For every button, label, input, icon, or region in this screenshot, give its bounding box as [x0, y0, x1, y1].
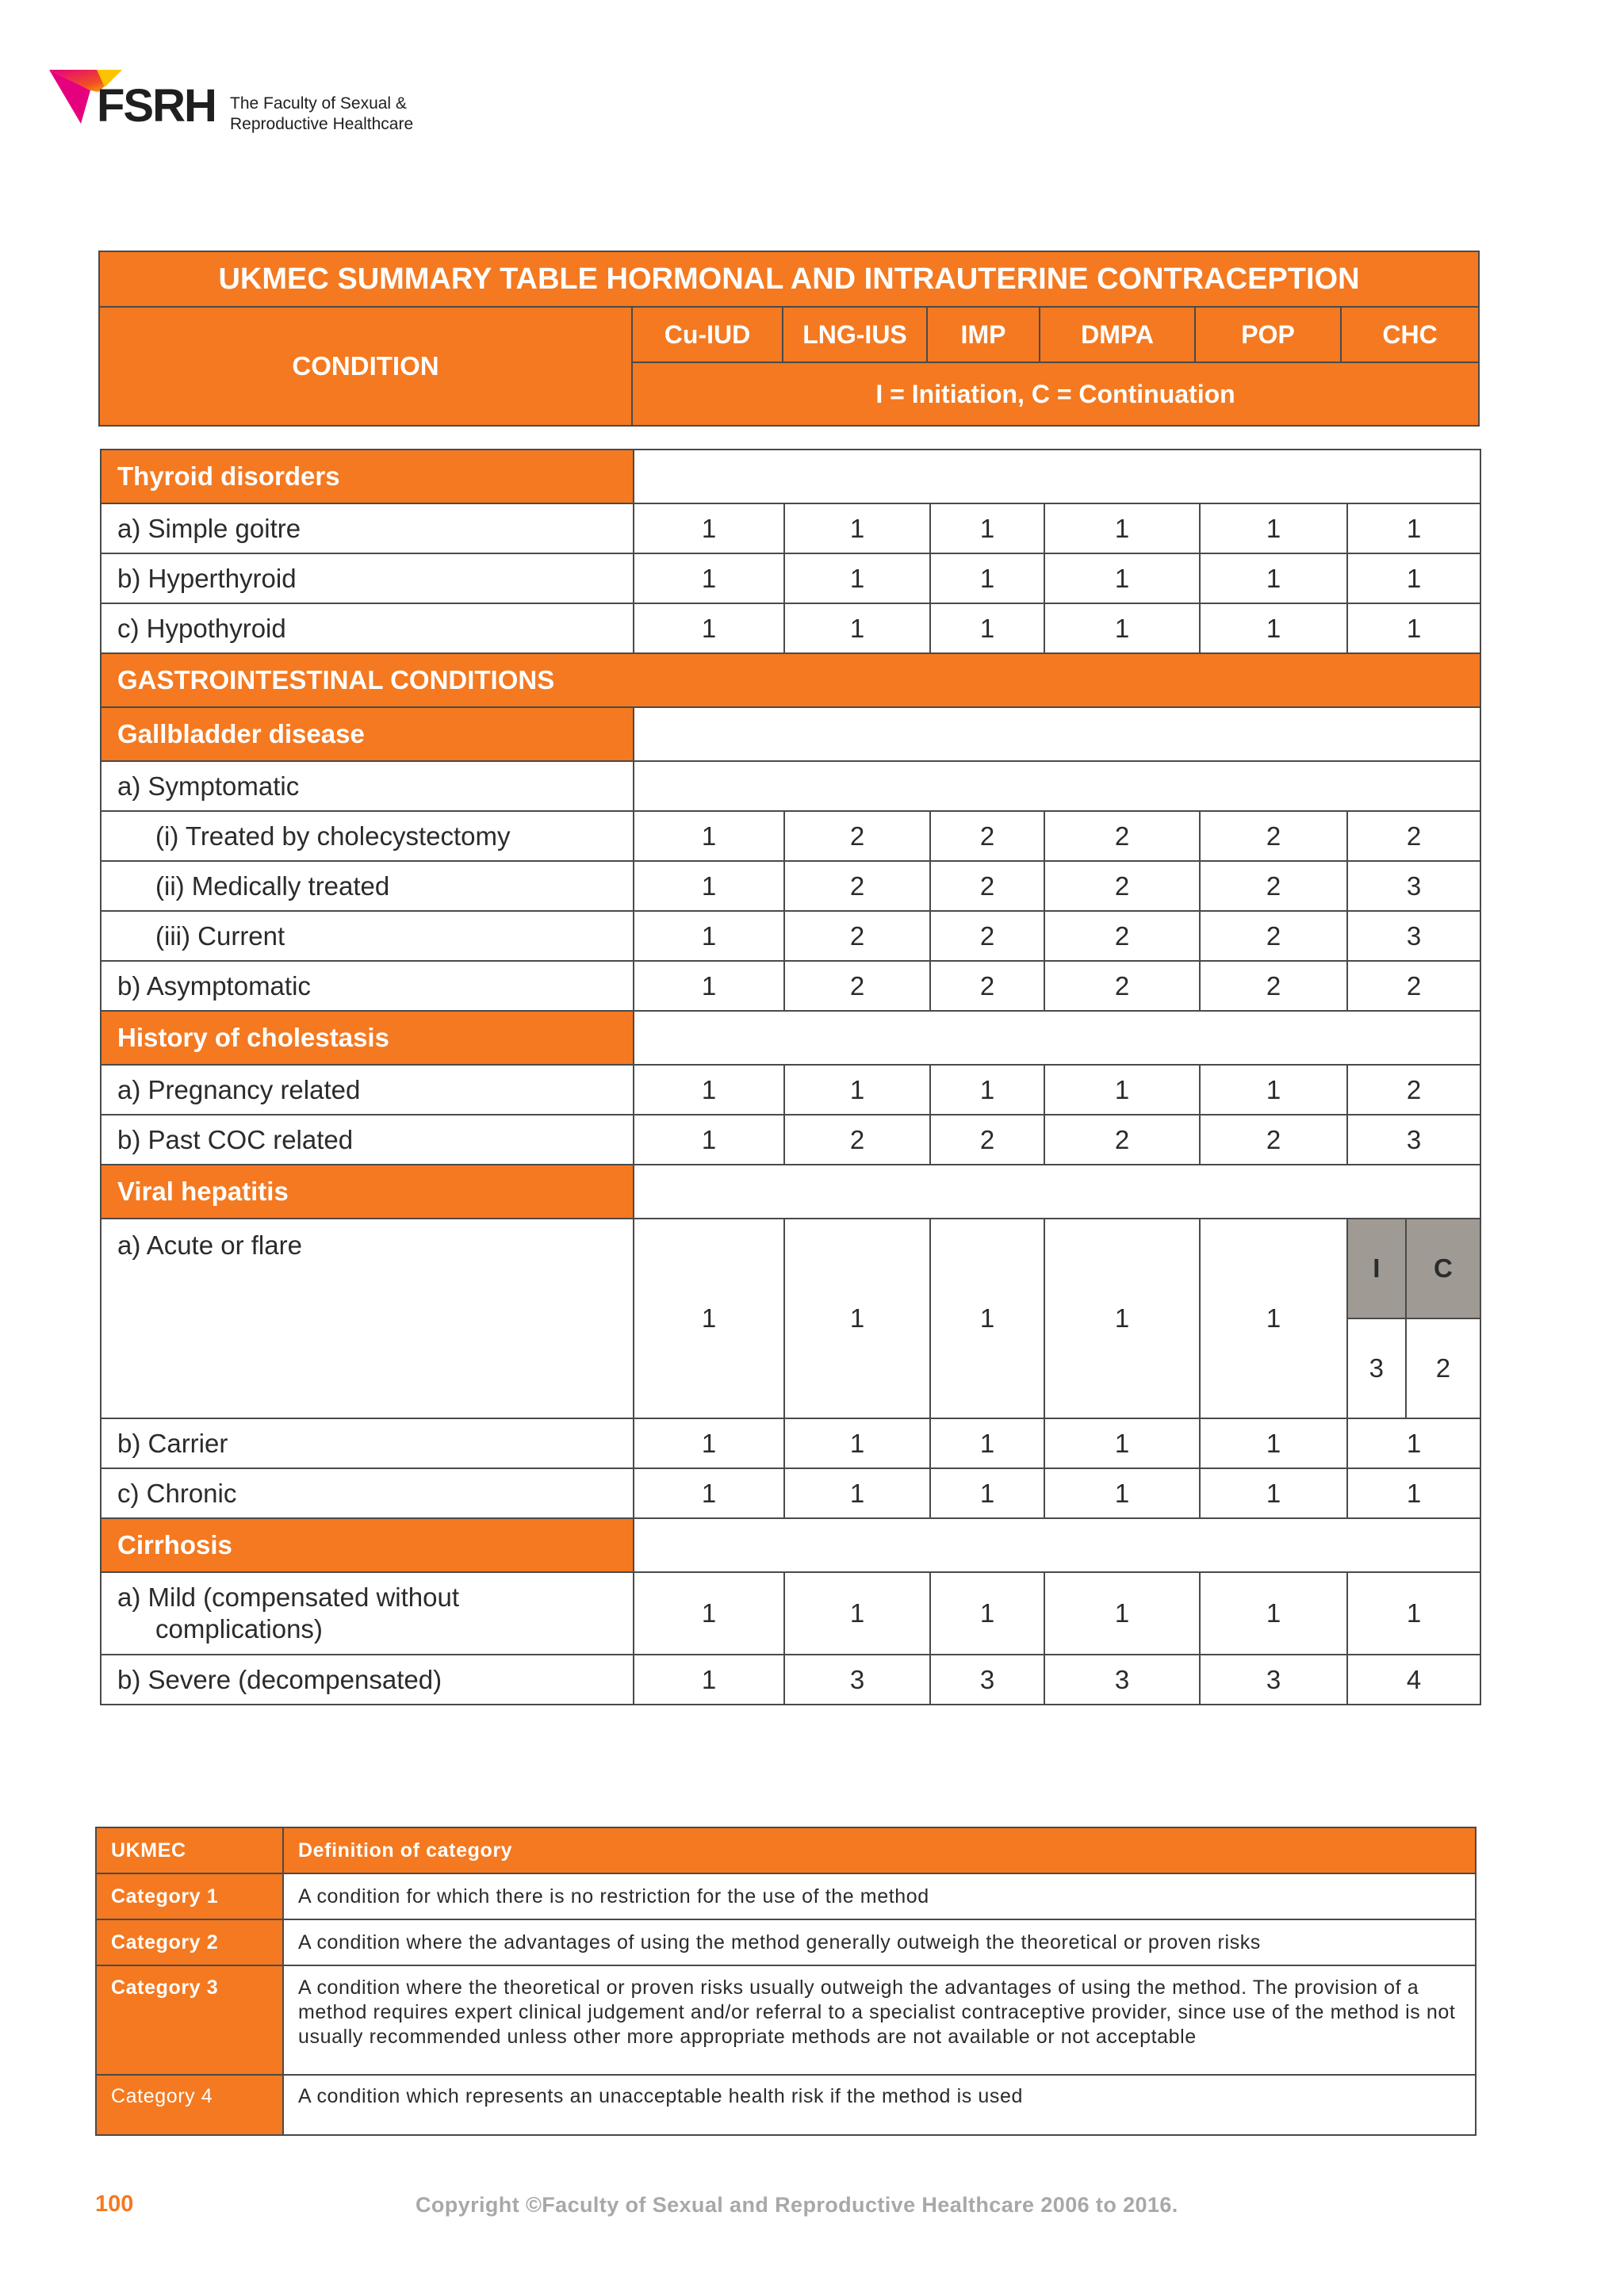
category-definition: A condition which represents an unacceptable health risk if the method is used [283, 2075, 1476, 2135]
cell-lng-ius: 2 [784, 811, 930, 861]
cell-imp: 2 [930, 811, 1044, 861]
cell-dmpa: 1 [1044, 1418, 1200, 1468]
table-row [101, 603, 1480, 653]
cell-cu-iud: 1 [634, 1468, 784, 1518]
cell-dmpa: 3 [1044, 1655, 1200, 1705]
cell-lng-ius: 1 [784, 553, 930, 603]
initiation-value: 3 [1348, 1318, 1406, 1418]
table-row [101, 1115, 1480, 1165]
row-label: b) Asymptomatic [101, 961, 634, 1011]
row-label: b) Carrier [101, 1418, 634, 1468]
cell-pop: 1 [1200, 603, 1347, 653]
cell-chc: 4 [1347, 1655, 1480, 1705]
cell-cu-iud: 1 [634, 553, 784, 603]
logo-line-2: Reproductive Healthcare [230, 115, 414, 133]
cell-pop: 1 [1200, 1219, 1347, 1418]
cell-pop: 3 [1200, 1655, 1347, 1705]
row-label: (iii) Current [101, 911, 634, 961]
cell-imp: 1 [930, 1468, 1044, 1518]
cell-chc: 1 [1347, 553, 1480, 603]
cell-lng-ius: 2 [784, 1115, 930, 1165]
continuation-value: 2 [1435, 1353, 1451, 1383]
cell-cu-iud: 1 [634, 1655, 784, 1705]
cell-dmpa: 2 [1044, 911, 1200, 961]
cell-chc: 2 [1347, 961, 1480, 1011]
table-row [96, 1873, 1476, 1919]
cell-lng-ius: 2 [784, 961, 930, 1011]
cell-lng-ius: 2 [784, 861, 930, 911]
section-row [101, 1165, 1480, 1219]
cell-cu-iud: 1 [634, 503, 784, 553]
table-row [101, 553, 1480, 603]
row-label: (i) Treated by cholecystectomy [101, 811, 634, 861]
category-definition: A condition where the advantages of using the method generally outweigh the theoretical or proven risks [283, 1919, 1476, 1965]
cell-pop: 1 [1200, 1572, 1347, 1655]
table-row [101, 861, 1480, 911]
cell-cu-iud: 1 [634, 911, 784, 961]
initiation-continuation-split [1348, 1219, 1480, 1418]
cell-imp: 1 [930, 1418, 1044, 1468]
cell-dmpa: 2 [1044, 961, 1200, 1011]
copyright-notice: Copyright ©Faculty of Sexual and Reproductive Healthcare 2006 to 2016. [416, 2193, 1178, 2217]
cell-imp: 1 [930, 503, 1044, 553]
cell-chc: 1 [1347, 503, 1480, 553]
conditions-table [100, 449, 1481, 1705]
cell-lng-ius: 1 [784, 603, 930, 653]
table-row [101, 1655, 1480, 1705]
cell-pop: 2 [1200, 1115, 1347, 1165]
logo-wordmark: FSRH [97, 80, 216, 132]
section-viral-hepatitis: Viral hepatitis [101, 1165, 634, 1219]
row-label: c) Chronic [101, 1468, 634, 1518]
cell-imp: 1 [930, 1065, 1044, 1115]
table-row [96, 1919, 1476, 1965]
section-row [101, 707, 1480, 761]
table-row [101, 1418, 1480, 1468]
defs-header-definition: Definition of category [283, 1827, 1476, 1873]
cell-imp: 1 [930, 603, 1044, 653]
logo-line-1: The Faculty of Sexual & [230, 94, 407, 113]
initiation-continuation-legend: I = Initiation, C = Continuation [632, 362, 1479, 426]
cell-dmpa: 2 [1044, 811, 1200, 861]
section-row [101, 1011, 1480, 1065]
cell-pop: 2 [1200, 911, 1347, 961]
cell-imp: 3 [930, 1655, 1044, 1705]
cell-lng-ius: 1 [784, 1572, 930, 1655]
row-label: b) Severe (decompensated) [101, 1655, 634, 1705]
fsrh-logo [49, 68, 462, 141]
section-cirrhosis: Cirrhosis [101, 1518, 634, 1572]
initiation-header: I [1348, 1219, 1406, 1318]
cell-lng-ius: 3 [784, 1655, 930, 1705]
cell-pop: 2 [1200, 861, 1347, 911]
category-label: Category 2 [96, 1919, 283, 1965]
row-label: a) Simple goitre [101, 503, 634, 553]
category-definition: A condition for which there is no restriction for the use of the method [283, 1873, 1476, 1919]
logo-subtitle [230, 94, 413, 135]
cell-dmpa: 1 [1044, 1065, 1200, 1115]
row-label-text: a) Mild (compensated without complications) [117, 1582, 460, 1644]
cell-cu-iud: 1 [634, 1065, 784, 1115]
table-row [101, 1572, 1480, 1655]
cell-chc-split [1347, 1219, 1480, 1418]
cell-imp: 1 [930, 553, 1044, 603]
table-row [101, 811, 1480, 861]
cell-chc: 1 [1347, 1572, 1480, 1655]
cell-lng-ius: 1 [784, 1418, 930, 1468]
table-row [101, 911, 1480, 961]
cell-lng-ius: 1 [784, 1065, 930, 1115]
cell-pop: 1 [1200, 503, 1347, 553]
cell-imp: 1 [930, 1572, 1044, 1655]
cell-chc: 3 [1347, 861, 1480, 911]
cell-imp: 1 [930, 1219, 1044, 1418]
cell-pop: 1 [1200, 553, 1347, 603]
section-gastrointestinal: GASTROINTESTINAL CONDITIONS [101, 653, 1480, 707]
table-row [101, 1065, 1480, 1115]
cell-pop: 1 [1200, 1468, 1347, 1518]
summary-header-table [98, 251, 1480, 427]
cell-chc: 1 [1347, 603, 1480, 653]
col-cu-iud: Cu-IUD [632, 307, 783, 362]
cell-chc: 3 [1347, 911, 1480, 961]
table-title: UKMEC SUMMARY TABLE HORMONAL AND INTRAUTERINE CONTRACEPTION [99, 251, 1479, 307]
cell-pop: 2 [1200, 811, 1347, 861]
cell-dmpa: 1 [1044, 503, 1200, 553]
cell-dmpa: 2 [1044, 861, 1200, 911]
cell-dmpa: 2 [1044, 1115, 1200, 1165]
col-dmpa: DMPA [1040, 307, 1195, 362]
table-row [96, 1965, 1476, 2075]
section-cholestasis: History of cholestasis [101, 1011, 634, 1065]
cell-chc: 1 [1347, 1418, 1480, 1468]
category-label: Category 1 [96, 1873, 283, 1919]
cell-cu-iud: 1 [634, 811, 784, 861]
cell-dmpa: 1 [1044, 553, 1200, 603]
category-label: Category 4 [96, 2075, 283, 2135]
cell-chc: 3 [1347, 1115, 1480, 1165]
cell-imp: 2 [930, 961, 1044, 1011]
row-label: c) Hypothyroid [101, 603, 634, 653]
cell-cu-iud: 1 [634, 603, 784, 653]
section-row [101, 450, 1480, 503]
category-definition: A condition where the theoretical or proven risks usually outweigh the advantages of using the method. The provision of a method requires expert clinical judgement and/or referral to a specialist contraceptive provider, since use of the method is not usually recommended unless other more appropriate methods are not available or not acceptable [283, 1965, 1476, 2075]
cell-cu-iud: 1 [634, 1219, 784, 1418]
continuation-header: C [1406, 1219, 1480, 1318]
row-label: a) Symptomatic [101, 761, 634, 811]
category-definitions-table [95, 1827, 1477, 2136]
category-label: Category 3 [96, 1965, 283, 2075]
table-row [101, 1468, 1480, 1518]
cell-chc: 1 [1347, 1468, 1480, 1518]
col-pop: POP [1195, 307, 1341, 362]
row-label: a) Pregnancy related [101, 1065, 634, 1115]
col-chc: CHC [1341, 307, 1479, 362]
table-row [101, 1219, 1480, 1418]
cell-imp: 2 [930, 1115, 1044, 1165]
table-row [96, 2075, 1476, 2135]
page-number: 100 [95, 2191, 134, 2217]
table-row [101, 503, 1480, 553]
cell-lng-ius: 1 [784, 1468, 930, 1518]
cell-cu-iud: 1 [634, 961, 784, 1011]
col-lng-ius: LNG-IUS [783, 307, 927, 362]
row-label: a) Acute or flare [101, 1219, 634, 1418]
condition-header: CONDITION [99, 307, 632, 426]
cell-cu-iud: 1 [634, 1418, 784, 1468]
section-gallbladder: Gallbladder disease [101, 707, 634, 761]
cell-dmpa: 1 [1044, 603, 1200, 653]
row-label: b) Past COC related [101, 1115, 634, 1165]
cell-lng-ius: 1 [784, 503, 930, 553]
table-row [96, 1827, 1476, 1873]
row-label: (ii) Medically treated [101, 861, 634, 911]
cell-imp: 2 [930, 911, 1044, 961]
cell-pop: 1 [1200, 1418, 1347, 1468]
cell-dmpa: 1 [1044, 1468, 1200, 1518]
cell-pop: 1 [1200, 1065, 1347, 1115]
cell-chc: 2 [1347, 1065, 1480, 1115]
cell-cu-iud: 1 [634, 861, 784, 911]
cell-lng-ius: 2 [784, 911, 930, 961]
col-imp: IMP [927, 307, 1040, 362]
cell-cu-iud: 1 [634, 1572, 784, 1655]
cell-dmpa: 1 [1044, 1219, 1200, 1418]
cell-dmpa: 1 [1044, 1572, 1200, 1655]
cell-cu-iud: 1 [634, 1115, 784, 1165]
row-label [101, 1572, 634, 1655]
section-row [101, 1518, 1480, 1572]
section-thyroid: Thyroid disorders [101, 450, 634, 503]
table-row [101, 761, 1480, 811]
cell-chc: 2 [1347, 811, 1480, 861]
section-row [101, 653, 1480, 707]
cell-lng-ius: 1 [784, 1219, 930, 1418]
row-label: b) Hyperthyroid [101, 553, 634, 603]
defs-header-ukmec: UKMEC [96, 1827, 283, 1873]
cell-pop: 2 [1200, 961, 1347, 1011]
table-row [101, 961, 1480, 1011]
cell-imp: 2 [930, 861, 1044, 911]
